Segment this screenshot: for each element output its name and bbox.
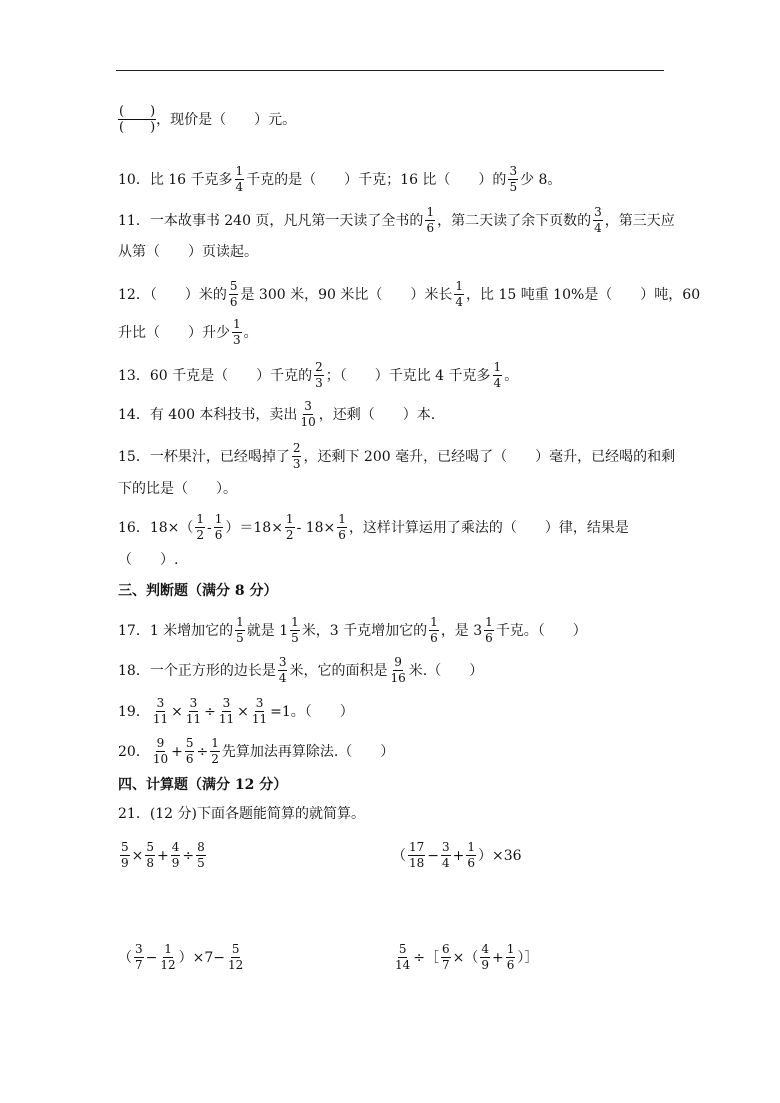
fraction: $\frac{1}{6}$ [506,942,515,972]
fraction: $\frac{5}{8}$ [146,840,155,870]
fraction: $\frac{9}{16}$ [390,655,406,685]
fraction: $\frac{1}{6}$ [426,205,435,235]
fraction: $\frac{1}{3}$ [233,317,241,347]
fraction: $\frac{1}{6}$ [338,512,346,542]
calc-expression-2: （ $\frac{17}{18}$ − $\frac{3}{4}$ + $\frac{1}{6}$ ）×36 [392,840,522,870]
fraction: $\frac{3}{4}$ [442,840,450,870]
fraction: $\frac{1}{6}$ [214,512,223,542]
question-15-line2: 下的比是（ ）。 [118,481,237,497]
question-19: 19． $\frac{3}{11}$ × $\frac{3}{11}$ ÷ $\frac{3}{11}$ × $\frac{3}{11}$ =1。（ ） [118,696,354,726]
section-3-heading: 三、判断题（满分 8 分） [118,583,278,599]
question-21: 21．(12 分)下面各题能简算的就简算。 [118,806,366,822]
fraction: $\frac{1}{4}$ [455,279,463,309]
fraction: $\frac{4}{9}$ [481,942,490,972]
fraction: $\frac{5}{6}$ [229,279,238,309]
fraction: $\frac{1}{5}$ [291,615,299,645]
fraction: $\frac{5}{12}$ [228,942,244,972]
fraction: $\frac{4}{9}$ [171,840,180,870]
fraction: $\frac{1}{2}$ [285,512,294,542]
fraction: $\frac{1}{2}$ [196,512,204,542]
fraction: $\frac{2}{3}$ [292,441,301,471]
fraction: $\frac{1}{5}$ [236,615,244,645]
fraction: $\frac{3}{10}$ [300,399,316,429]
fraction: $\frac{3}{11}$ [218,696,235,726]
question-18: 18．一个正方形的边长是 $\frac{3}{4}$ 米，它的面积是 $\frac{9}{16}$ 米.（ ） [118,655,484,685]
section-4-heading: 四、计算题（满分 12 分） [118,777,288,793]
fraction: $\frac{1}{2}$ [211,736,219,766]
fraction: $\frac{5}{9}$ [121,840,129,870]
fraction: $\frac{1}{12}$ [160,942,176,972]
fraction: $\frac{3}{4}$ [278,655,287,685]
fraction: $\frac{9}{10}$ [152,736,169,766]
fraction: $\frac{3}{11}$ [185,696,202,726]
fraction: $\frac{3}{7}$ [135,942,143,972]
question-12: 12．（ ）米的 $\frac{5}{6}$ 是 300 米，90 米比（ ）米长 $\frac{1}{4}$ ，比 15 吨重 10%是（ ）吨，60 [118,279,701,309]
question-20: 20． $\frac{9}{10}$ + $\frac{5}{6}$ ÷ $\frac{1}{2}$ 先算加法再算除法.（ ） [118,736,395,766]
question-9-tail: $\frac{( )}{( )}$ ，现价是（ ）元。 [119,104,297,135]
fraction: $\frac{5}{6}$ [185,736,194,766]
calc-expression-1: $\frac{5}{9}$ × $\frac{5}{8}$ + $\frac{4}{9}$ ÷ $\frac{8}{5}$ [121,840,205,870]
header-rule [116,70,664,71]
question-14: 14．有 400 本科技书，卖出 $\frac{3}{10}$ ，还剩（ ）本. [118,399,436,429]
fraction: $\frac{1}{6}$ [485,615,493,645]
fraction: $\frac{3}{11}$ [152,696,169,726]
fraction: $\frac{1}{4}$ [493,360,502,390]
question-10: 10．比 16 千克多 $\frac{1}{4}$ 千克的是（ ）千克；16 比（ ）的 $\frac{3}{5}$ 少 8。 [118,164,562,194]
fraction: $\frac{1}{4}$ [235,164,244,194]
question-11: 11．一本故事书 240 页，凡凡第一天读了全书的 $\frac{1}{6}$ ，第二天读了余下页数的 $\frac{3}{4}$ ，第三天应 [118,205,675,235]
calc-expression-4: $\frac{5}{14}$ ÷［ $\frac{6}{7}$ ×（ $\frac{4}{9}$ + $\frac{1}{6}$ ）］ [395,942,539,972]
fraction: $\frac{6}{7}$ [442,942,450,972]
calc-expression-3: （ $\frac{3}{7}$ − $\frac{1}{12}$ ）×7− $\frac{5}{12}$ [118,942,244,972]
question-15: 15．一杯果汁，已经喝掉了 $\frac{2}{3}$ ，还剩下 200 毫升，已经喝了（ ）毫升，已经喝的和剩 [118,441,676,471]
question-17: 17．1 米增加它的 $\frac{1}{5}$ 就是 1 $\frac{1}{5}$ 米，3 千克增加它的 $\frac{1}{6}$ ，是 3 $\frac{1}{6}$ 千克。（ ） [118,615,587,645]
fraction: $\frac{17}{18}$ [409,840,425,870]
fraction: $\frac{5}{14}$ [395,942,411,972]
fraction: $\frac{3}{4}$ [594,205,602,235]
question-11-line2: 从第（ ）页读起。 [118,244,258,260]
fraction: $\frac{8}{5}$ [197,840,205,870]
fraction: $\frac{3}{5}$ [509,164,518,194]
blank-fraction: $\frac{( )}{( )}$ [119,104,156,135]
fraction: $\frac{2}{3}$ [315,360,323,390]
fraction: $\frac{3}{11}$ [251,696,268,726]
question-12-line2: 升比（ ）升少 $\frac{1}{3}$ 。 [118,317,258,347]
fraction: $\frac{1}{6}$ [467,840,476,870]
question-16-line2: （ ）. [118,552,179,568]
fraction: $\frac{1}{6}$ [430,615,438,645]
question-16: 16．18×（ $\frac{1}{2}$ - $\frac{1}{6}$ ）＝18× $\frac{1}{2}$ - 18× $\frac{1}{6}$ ，这样计算运用了乘法的（ ）律，结果是 [118,512,629,542]
question-13: 13．60 千克是（ ）千克的 $\frac{2}{3}$ ；（ ）千克比 4 千克多 $\frac{1}{4}$ 。 [118,360,519,390]
